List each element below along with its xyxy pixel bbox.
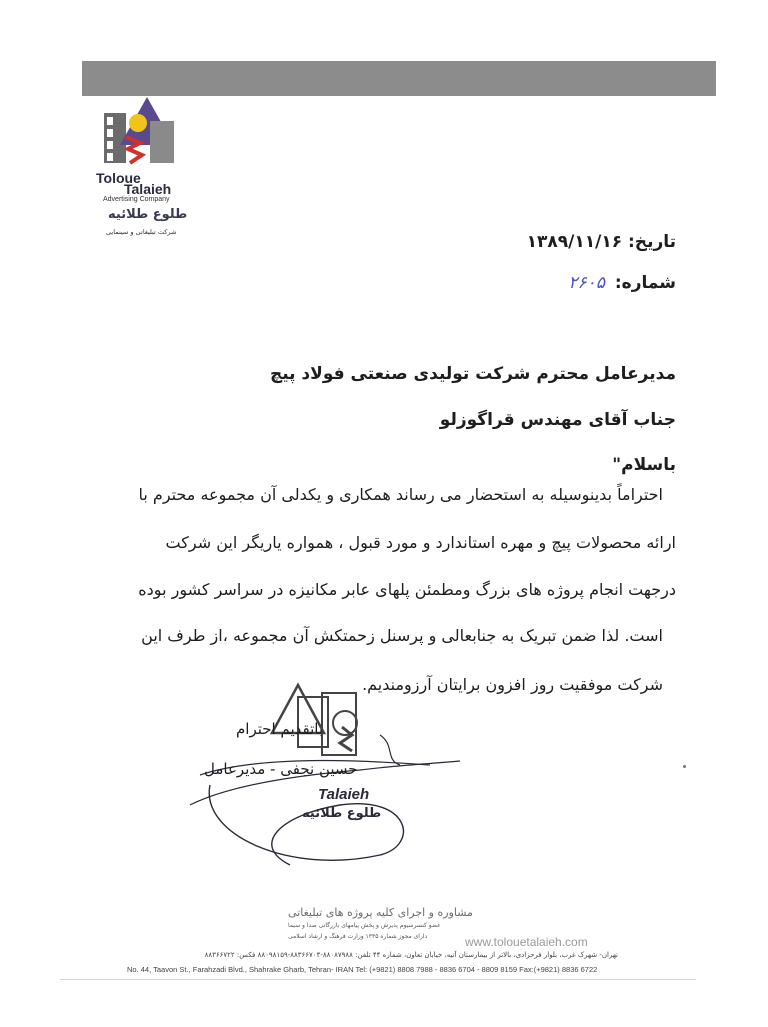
closing: باتقدیم احترام — [236, 720, 324, 738]
scan-speck — [683, 765, 686, 768]
stamp-name-en: Talaieh — [318, 786, 370, 803]
logo-name-fa: طلوع طلائیه — [108, 207, 188, 222]
signature-stamp — [170, 665, 470, 895]
letter-number-value: ۲۶۰۵ — [568, 273, 605, 293]
footer-website: www.tolouetalaieh.com — [465, 935, 588, 949]
letter-date: تاریخ: ۱۳۸۹/۱۱/۱۶ — [526, 232, 676, 252]
letter-number-label: شماره: — [614, 273, 676, 293]
page-bottom-edge — [60, 979, 696, 980]
body-line: احتراماً بدینوسیله به استحضار می رساند همکاری و یکدلی آن مجموعه محترم با — [138, 485, 663, 504]
footer-address-fa: تهران- شهرک غرب، بلوار فرحزادی، بالاتر از بیمارستان آتیه، خیابان تعاون، شماره ۴۴ تلفن: ۸۸۰۸۷۹۸۸-۸۸۳۶۶۷۰۴-۸۸۰۹۸۱۵۹ فکس: ۸۸۳۶۶۷۲۲ — [204, 951, 618, 959]
logo-name-line2: Talaieh — [124, 181, 172, 197]
recipient-name: جناب آقای مهندس قراگوزلو — [439, 410, 676, 430]
body-line: است. لذا ضمن تبریک به جنابعالی و پرسنل زحمتکش آن مجموعه ،از طرف این — [141, 626, 663, 645]
body-line: ارائه محصولات پیچ و مهره استاندارد و مورد قبول ، همواره یاریگر این شرکت — [165, 533, 676, 552]
signatory: حسین نجفی - مدیرعامل — [204, 760, 358, 778]
footer-membership: عضو کنسرسیوم پذیرش و پخش پیامهای بازرگانی صدا و سیما — [288, 922, 441, 929]
logo-tagline-fa: شرکت تبلیغاتی و سینمایی — [106, 228, 177, 236]
logo-tagline: Advertising Company — [103, 196, 170, 203]
recipient-title: مدیرعامل محترم شرکت تولیدی صنعتی فولاد پیچ — [269, 364, 676, 384]
footer-license: دارای مجوز شماره ۱۳۳۵ وزارت فرهنگ و ارشاد اسلامی — [288, 933, 428, 940]
body-line: شرکت موفقیت روز افزون برایتان آرزومندیم. — [362, 675, 663, 694]
footer-address-en: No. 44, Taavon St., Farahzadi Blvd., Shahrake Gharb, Tehran- IRAN Tel: (+9821) 8808 7988 - 8836 6704 - 8809 8159 Fax:(+9821) 8836 6722 — [127, 965, 598, 974]
stamp-name-fa: طلوع طلائیه — [302, 806, 382, 821]
footer-services: مشاوره و اجرای کلیه پروژه های تبلیغاتی — [288, 906, 473, 919]
scan-top-bar — [82, 61, 716, 96]
greeting: باسلام" — [612, 455, 676, 475]
letter-number — [568, 273, 676, 293]
logo-name-line1: Toloue — [96, 170, 141, 186]
body-line: درجهت انجام پروژه های بزرگ ومطمئن پلهای عابر مکانیزه در سراسر کشور بوده — [138, 580, 676, 599]
